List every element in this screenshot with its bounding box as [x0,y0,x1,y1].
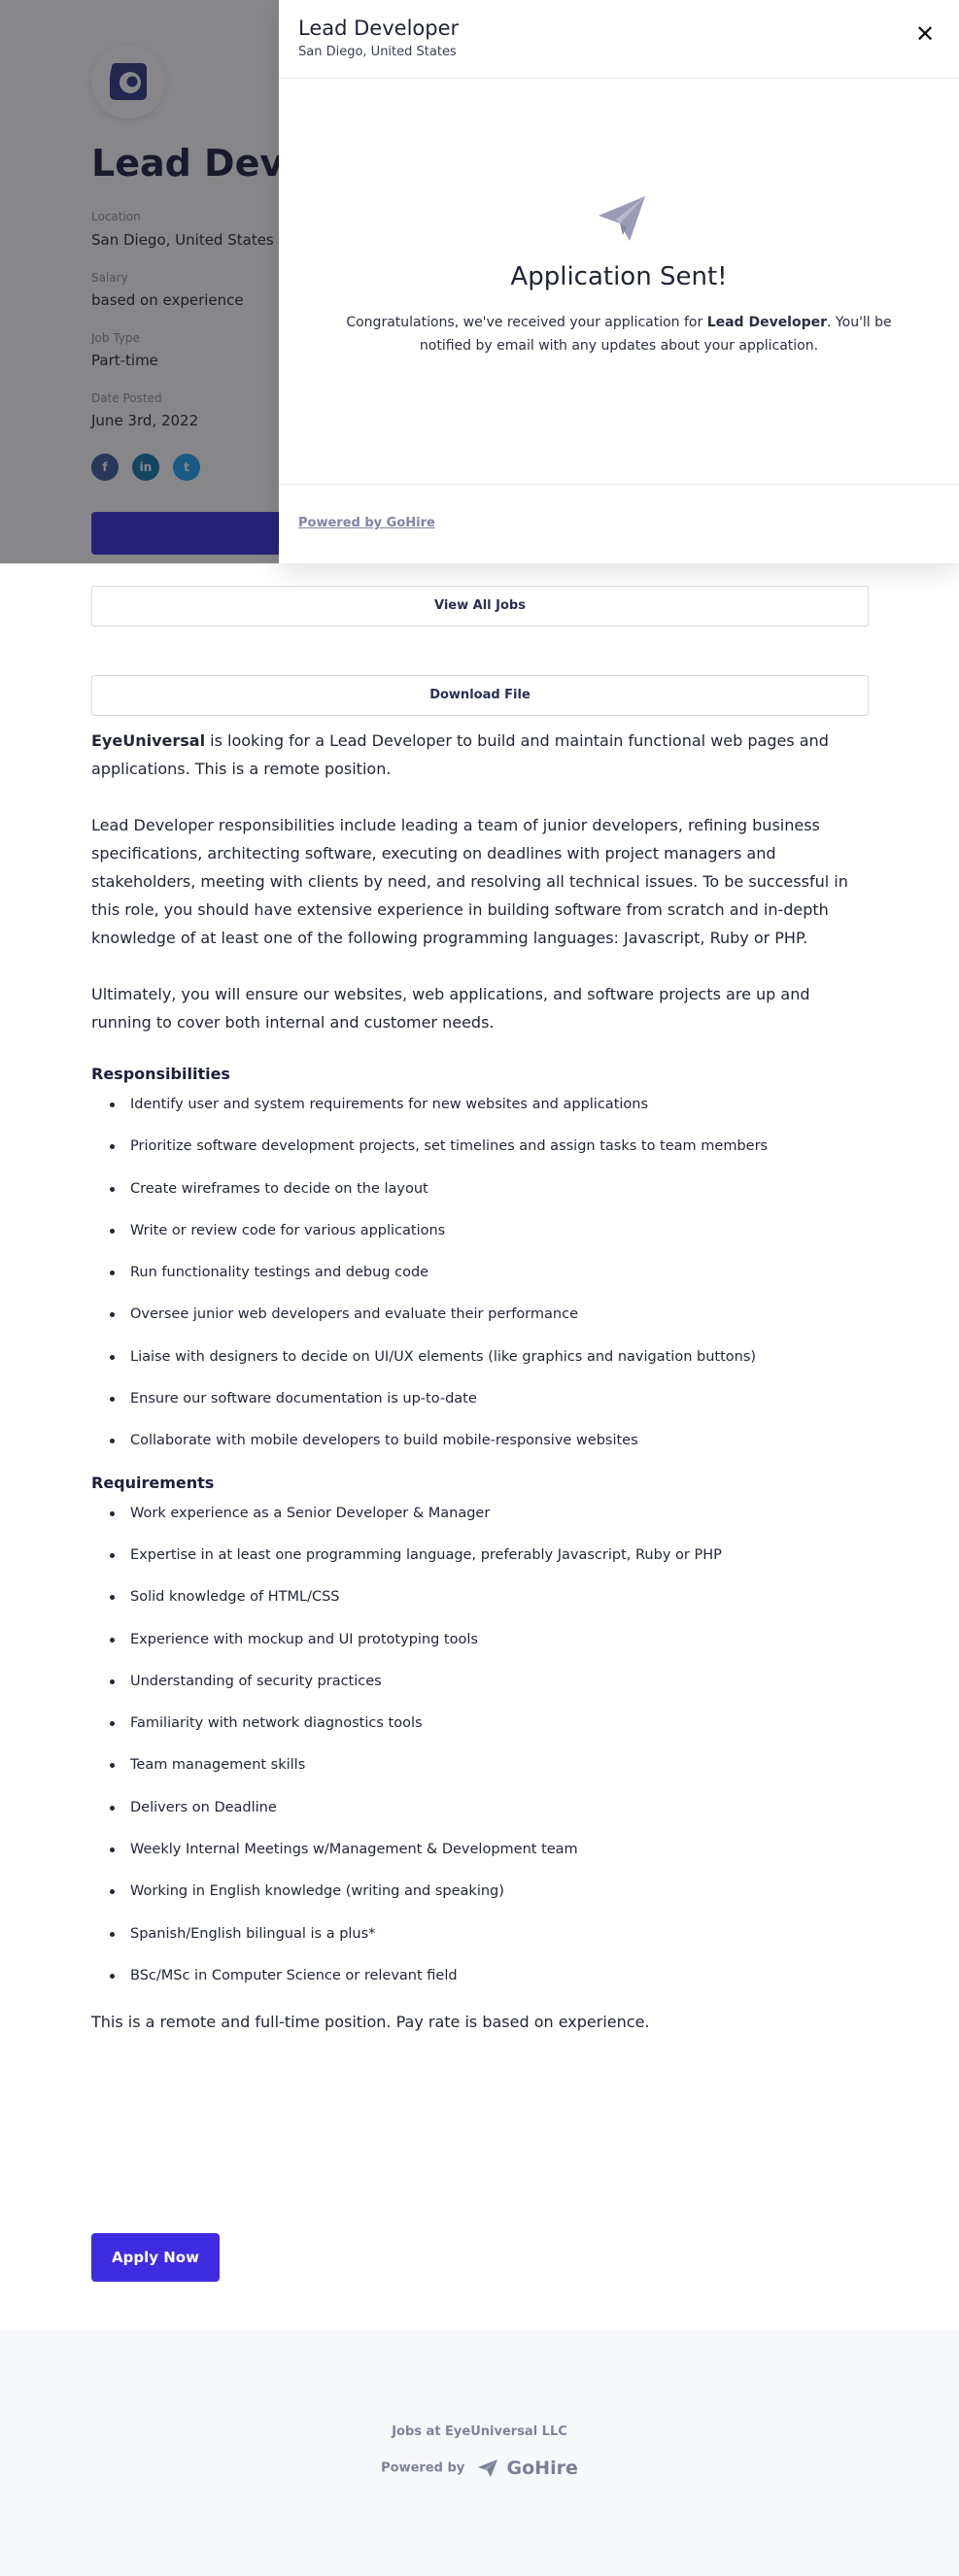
list-item: Expertise in at least one programming language, preferably Javascript, Ruby or PHP [91,1545,869,1565]
footer [0,2331,959,2576]
application-sent-message [337,311,901,357]
view-all-jobs-button[interactable]: View All Jobs [91,586,869,627]
modal-divider-bottom [279,484,959,485]
list-item: BSc/MSc in Computer Science or relevant field [91,1966,869,1985]
list-item: Identify user and system requirements for new websites and applications [91,1095,869,1114]
list-item: Prioritize software development projects, set timelines and assign tasks to team members [91,1136,869,1156]
job-description [91,727,869,2036]
list-item: Create wireframes to decide on the layout [91,1179,869,1199]
application-sent-modal [279,0,959,563]
list-item: Delivers on Deadline [91,1798,869,1817]
list-item: Oversee junior web developers and evaluate their performance [91,1305,869,1324]
footer-company: Jobs at EyeUniversal LLC [392,2424,567,2439]
powered-by-gohire-link[interactable]: Powered by GoHire [298,516,435,530]
list-item: Run functionality testings and debug code [91,1263,869,1282]
company-name: EyeUniversal [91,731,206,750]
gohire-brand[interactable]: GoHire [506,2457,578,2479]
list-item: Collaborate with mobile developers to build mobile-responsive websites [91,1431,869,1450]
message-text-after: . You'll be notified by email with any updates about your application. [419,315,892,354]
close-icon[interactable]: ✕ [914,20,936,48]
requirements-heading: Requirements [91,1473,215,1492]
list-item: Work experience as a Senior Developer & Manager [91,1504,869,1523]
list-item: Working in English knowledge (writing and speaking) [91,1881,869,1901]
requirements-list [91,1504,869,1985]
closing-paragraph: This is a remote and full-time position. Pay rate is based on experience. [91,2013,650,2032]
gohire-plane-icon [476,2457,499,2479]
list-item: Understanding of security practices [91,1672,869,1691]
list-item: Familiarity with network diagnostics tools [91,1713,869,1733]
modal-job-location: San Diego, United States [298,45,457,59]
powered-by-label: Powered by [381,2460,465,2476]
intro-text: is looking for a Lead Developer to build and maintain functional web pages and applications. This is a remote position. [91,731,829,778]
list-item: Write or review code for various applications [91,1221,869,1240]
responsibilities-paragraph: Lead Developer responsibilities include leading a team of junior developers, refining business specifications, architecting software, executing on deadlines with project managers and stakeholders, meeting with clients by need, and resolving all technical issues. To be successful in this role, you should have extensive experience in building software from scratch and in-depth knowledge of at least one of the following programming languages: Javascript, Ruby or PHP. [91,816,848,947]
list-item: Weekly Internal Meetings w/Management & Development team [91,1840,869,1859]
list-item: Solid knowledge of HTML/CSS [91,1587,869,1607]
footer-powered-by [0,2457,959,2479]
message-job-name: Lead Developer [706,315,828,330]
responsibilities-list [91,1095,869,1450]
application-sent-heading: Application Sent! [510,262,728,291]
modal-job-title: Lead Developer [298,17,460,40]
list-item: Ensure our software documentation is up-to-date [91,1389,869,1408]
download-file-button[interactable]: Download File [91,675,869,716]
paper-plane-icon [597,194,647,243]
list-item: Experience with mockup and UI prototyping tools [91,1630,869,1649]
apply-now-button[interactable]: Apply Now [91,2233,220,2282]
list-item: Spanish/English bilingual is a plus* [91,1924,869,1944]
responsibilities-heading: Responsibilities [91,1065,230,1083]
message-text-before: Congratulations, we've received your application for [346,315,707,330]
list-item: Liaise with designers to decide on UI/UX elements (like graphics and navigation buttons) [91,1347,869,1367]
list-item: Team management skills [91,1755,869,1775]
intro-paragraph [91,727,869,783]
summary-paragraph: Ultimately, you will ensure our websites, web applications, and software projects are up and running to cover both internal and customer needs. [91,985,810,1032]
modal-divider-top [279,78,959,79]
